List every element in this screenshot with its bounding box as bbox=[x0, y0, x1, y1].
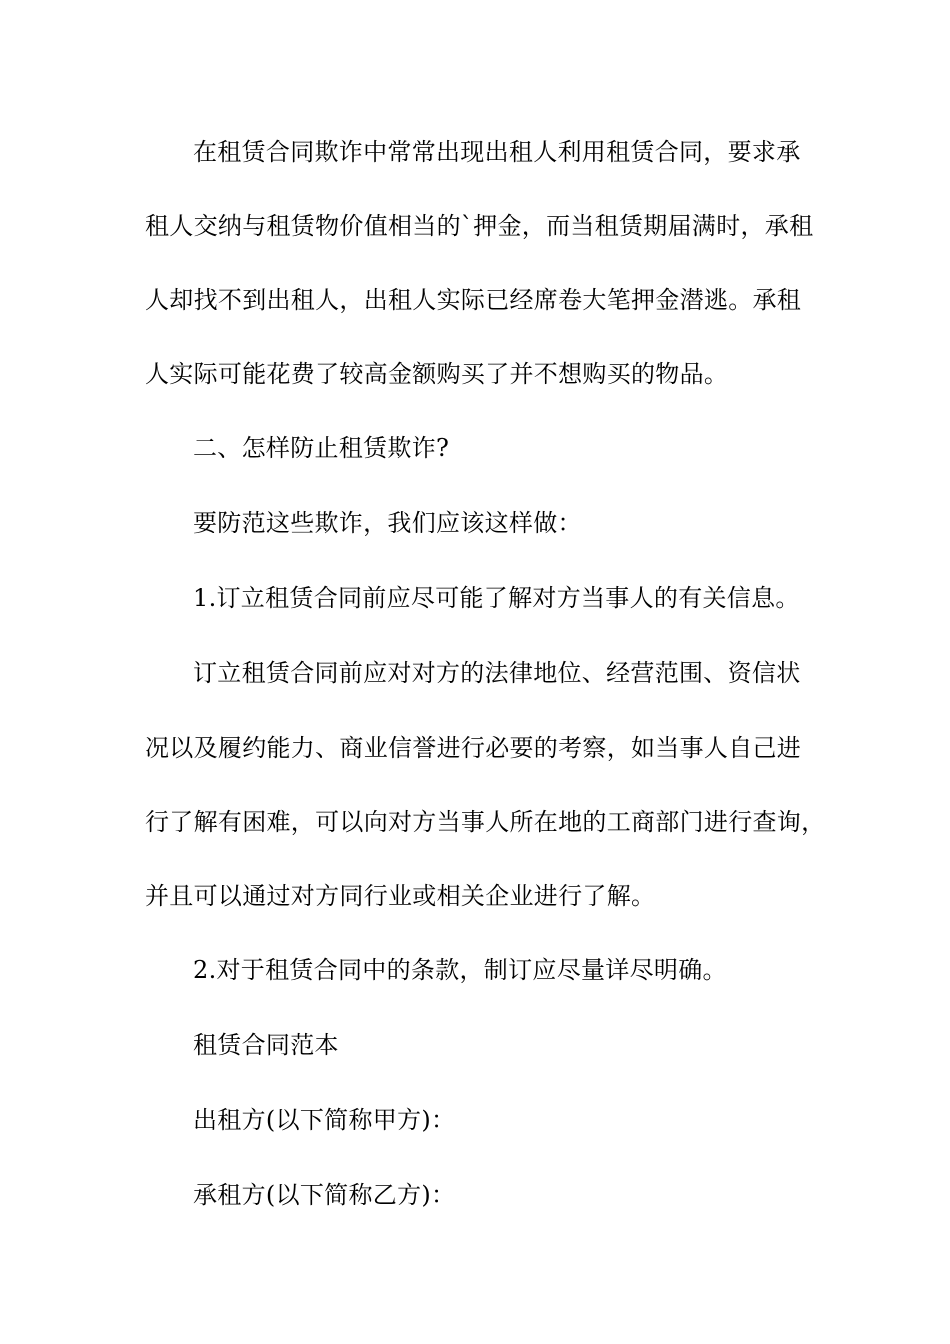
paragraph-line-6: 要防范这些欺诈，我们应该这样做： bbox=[193, 509, 582, 537]
paragraph-line-11: 并且可以通过对方同行业或相关企业进行了解。 bbox=[145, 882, 656, 910]
paragraph-line-8: 订立租赁合同前应对对方的法律地位、经营范围、资信状 bbox=[193, 659, 801, 687]
paragraph-line-4: 人实际可能花费了较高金额购买了并不想购买的物品。 bbox=[145, 360, 729, 388]
paragraph-line-10: 行了解有困难，可以向对方当事人所在地的工商部门进行查询， bbox=[145, 808, 826, 836]
paragraph-line-1: 在租赁合同欺诈中常常出现出租人利用租赁合同，要求承 bbox=[193, 138, 801, 166]
paragraph-line-9: 况以及履约能力、商业信誉进行必要的考察，如当事人自己进 bbox=[145, 734, 802, 762]
paragraph-line-2: 租人交纳与租赁物价值相当的`押金，而当租赁期届满时，承租 bbox=[145, 212, 814, 240]
contract-title: 租赁合同范本 bbox=[193, 1031, 339, 1059]
numbered-item-1: 1.订立租赁合同前应尽可能了解对方当事人的有关信息。 bbox=[193, 584, 800, 612]
numbered-item-2: 2.对于租赁合同中的条款，制订应尽量详尽明确。 bbox=[193, 956, 727, 984]
lessee-field: 承租方(以下简称乙方)： bbox=[193, 1181, 456, 1209]
section-heading: 二、怎样防止租赁欺诈? bbox=[193, 434, 450, 462]
lessor-field: 出租方(以下简称甲方)： bbox=[193, 1106, 456, 1134]
paragraph-line-3: 人却找不到出租人，出租人实际已经席卷大笔押金潜逃。承租 bbox=[145, 286, 802, 314]
